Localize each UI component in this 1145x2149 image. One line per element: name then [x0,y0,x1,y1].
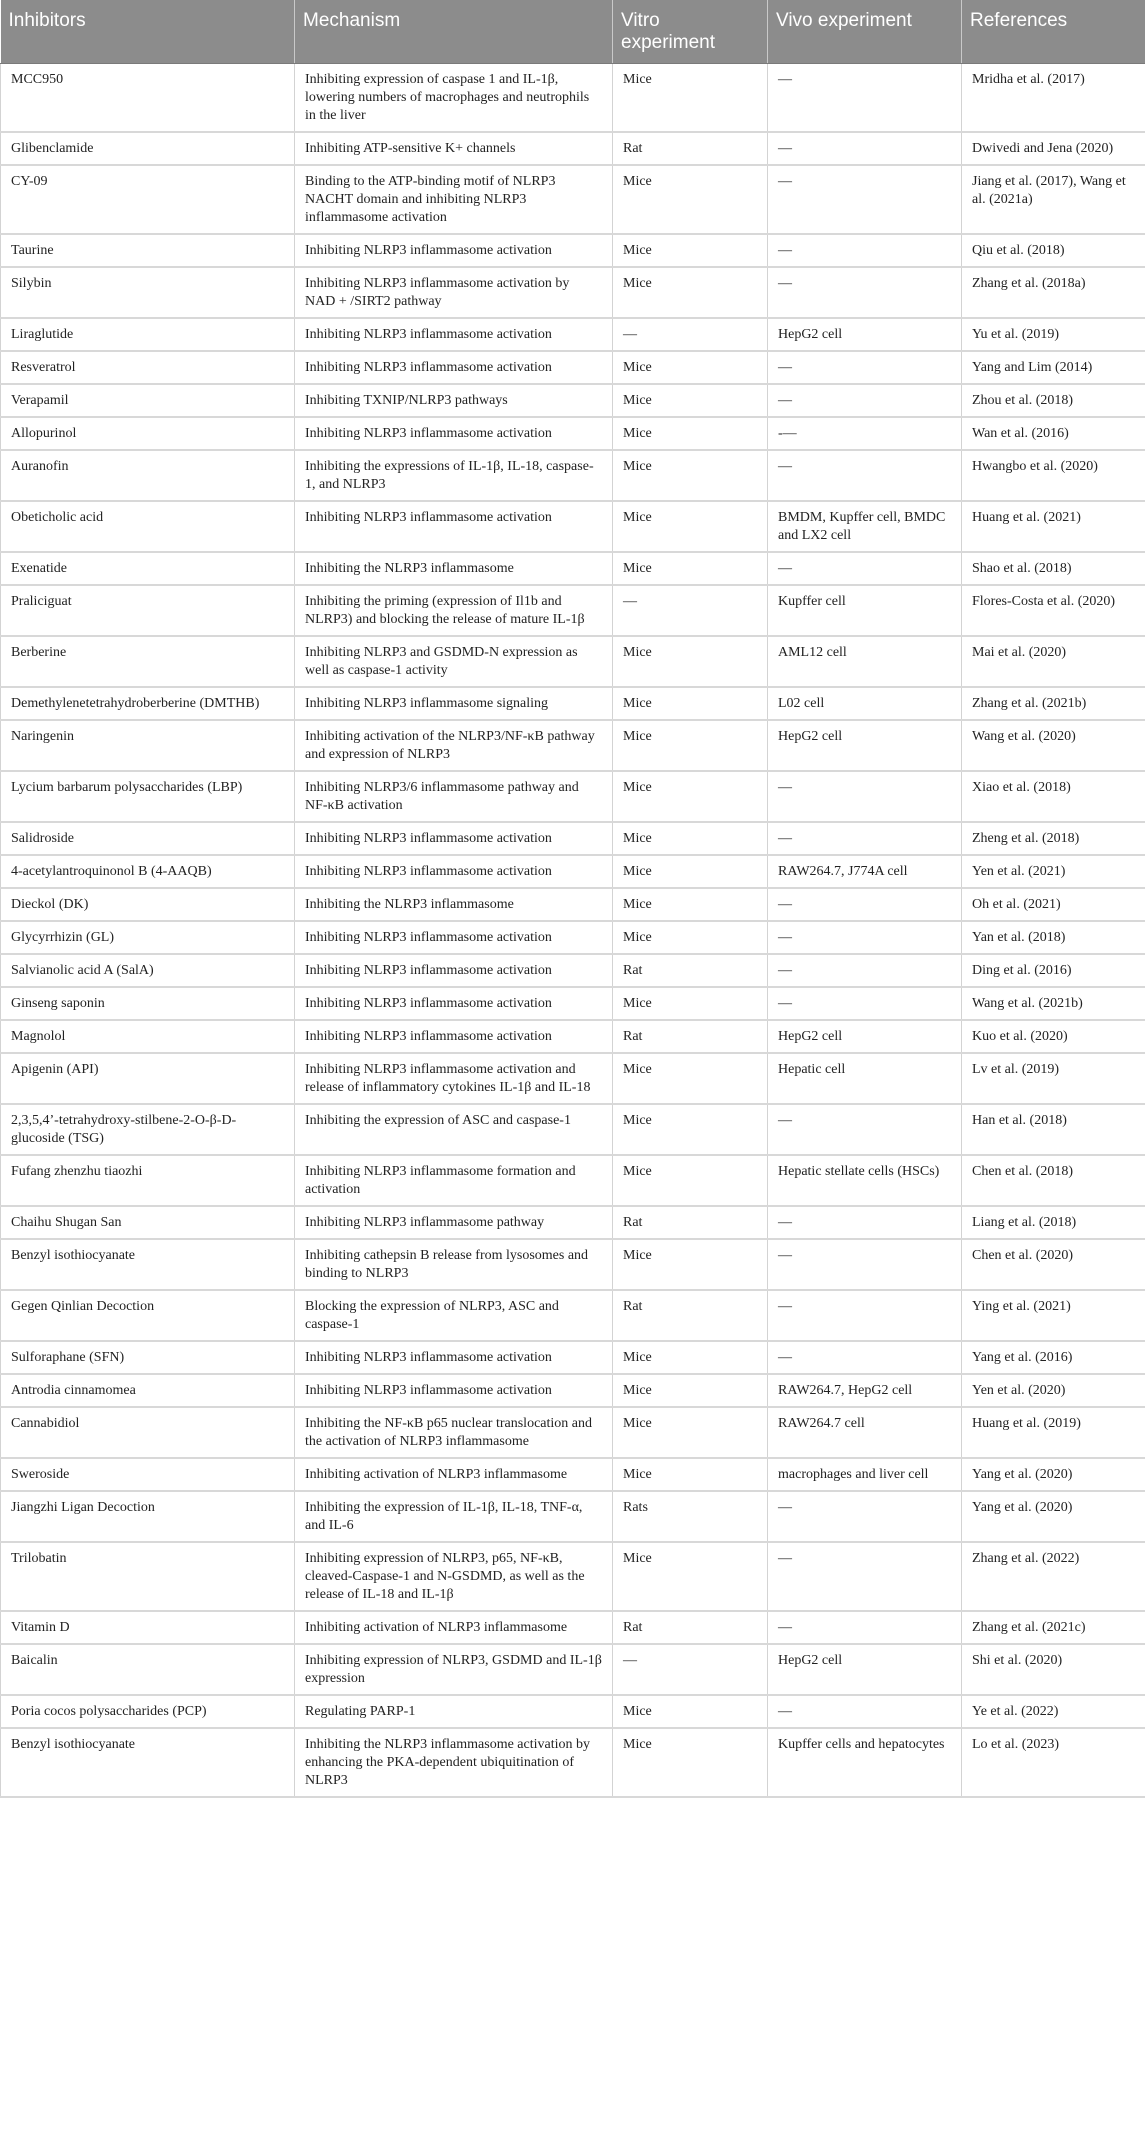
table-row [1,687,1145,720]
vitro-cell: Mice [613,450,768,501]
vivo-cell: BMDM, Kupffer cell, BMDC and LX2 cell [768,501,962,552]
vivo-cell: — [768,1542,962,1611]
vitro-cell: Mice [613,1341,768,1374]
table-row [1,1155,1145,1206]
reference-cell: Yang et al. (2016) [962,1341,1145,1374]
vivo-cell: — [768,351,962,384]
vitro-cell: Mice [613,501,768,552]
inhibitor-cell: Salvianolic acid A (SalA) [1,954,295,987]
inhibitor-cell: Magnolol [1,1020,295,1053]
mechanism-cell: Inhibiting NLRP3 inflammasome activation [295,1020,613,1053]
inhibitor-cell: Sweroside [1,1458,295,1491]
mechanism-cell: Inhibiting NLRP3 inflammasome activation [295,318,613,351]
inhibitor-cell: Silybin [1,267,295,318]
vitro-cell: Mice [613,855,768,888]
vivo-cell: — [768,921,962,954]
vivo-cell: — [768,1290,962,1341]
reference-cell: Zhang et al. (2021b) [962,687,1145,720]
table-row [1,501,1145,552]
mechanism-cell: Inhibiting NLRP3 inflammasome activation [295,351,613,384]
reference-cell: Qiu et al. (2018) [962,234,1145,267]
reference-cell: Zheng et al. (2018) [962,822,1145,855]
reference-cell: Ying et al. (2021) [962,1290,1145,1341]
vitro-cell: Mice [613,1155,768,1206]
mechanism-cell: Inhibiting NLRP3 inflammasome activation [295,822,613,855]
inhibitor-cell: CY-09 [1,165,295,234]
mechanism-cell: Inhibiting NLRP3/6 inflammasome pathway and NF-κB activation [295,771,613,822]
table-row [1,417,1145,450]
table-row [1,1104,1145,1155]
inhibitor-cell: MCC950 [1,64,295,133]
vitro-cell: Rat [613,1290,768,1341]
vitro-cell: Mice [613,1458,768,1491]
mechanism-cell: Inhibiting the expression of IL-1β, IL-18, TNF-α, and IL-6 [295,1491,613,1542]
vivo-cell: — [768,1239,962,1290]
inhibitor-cell: Liraglutide [1,318,295,351]
mechanism-cell: Inhibiting NLRP3 inflammasome activation [295,501,613,552]
vivo-cell: — [768,1206,962,1239]
inhibitor-cell: Berberine [1,636,295,687]
table-body [1,64,1145,1798]
vitro-cell: Rat [613,954,768,987]
vitro-cell: Mice [613,987,768,1020]
mechanism-cell: Inhibiting NLRP3 inflammasome activation [295,954,613,987]
table-row [1,1239,1145,1290]
vivo-cell: — [768,64,962,133]
mechanism-cell: Inhibiting NLRP3 and GSDMD-N expression as well as caspase-1 activity [295,636,613,687]
reference-cell: Ye et al. (2022) [962,1695,1145,1728]
vivo-cell: — [768,1611,962,1644]
table-row [1,771,1145,822]
table-row [1,1458,1145,1491]
inhibitor-cell: Ginseng saponin [1,987,295,1020]
vitro-cell: Mice [613,1053,768,1104]
table-header [1,0,1145,64]
vitro-cell: Rat [613,1611,768,1644]
vivo-cell: — [768,267,962,318]
inhibitor-cell: Jiangzhi Ligan Decoction [1,1491,295,1542]
reference-cell: Yang et al. (2020) [962,1491,1145,1542]
vitro-cell: Rat [613,132,768,165]
inhibitor-cell: Obeticholic acid [1,501,295,552]
table-row [1,855,1145,888]
reference-cell: Dwivedi and Jena (2020) [962,132,1145,165]
vivo-cell: — [768,234,962,267]
vitro-cell: Mice [613,822,768,855]
inhibitor-cell: Lycium barbarum polysaccharides (LBP) [1,771,295,822]
table-row [1,267,1145,318]
mechanism-cell: Inhibiting activation of the NLRP3/NF-κB pathway and expression of NLRP3 [295,720,613,771]
table-row [1,552,1145,585]
reference-cell: Kuo et al. (2020) [962,1020,1145,1053]
table-row [1,1290,1145,1341]
header-inhibitors: Inhibitors [1,0,295,64]
mechanism-cell: Inhibiting expression of NLRP3, GSDMD and IL-1β expression [295,1644,613,1695]
table-row [1,1206,1145,1239]
reference-cell: Chen et al. (2020) [962,1239,1145,1290]
table-row [1,64,1145,133]
vivo-cell: L02 cell [768,687,962,720]
table-row [1,987,1145,1020]
vivo-cell: macrophages and liver cell [768,1458,962,1491]
table-row [1,921,1145,954]
inhibitor-cell: 4-acetylantroquinonol B (4-AAQB) [1,855,295,888]
inhibitor-cell: 2,3,5,4’-tetrahydroxy-stilbene-2-O-β-D-glucoside (TSG) [1,1104,295,1155]
inhibitor-cell: Apigenin (API) [1,1053,295,1104]
inhibitor-cell: Allopurinol [1,417,295,450]
vitro-cell: — [613,585,768,636]
inhibitor-cell: Glycyrrhizin (GL) [1,921,295,954]
mechanism-cell: Inhibiting NLRP3 inflammasome activation [295,1374,613,1407]
table-row [1,384,1145,417]
vivo-cell: RAW264.7, HepG2 cell [768,1374,962,1407]
mechanism-cell: Inhibiting the priming (expression of Il1b and NLRP3) and blocking the release of mature IL-1β [295,585,613,636]
vitro-cell: Mice [613,771,768,822]
vitro-cell: Mice [613,64,768,133]
vivo-cell: — [768,954,962,987]
inhibitor-cell: Vitamin D [1,1611,295,1644]
reference-cell: Chen et al. (2018) [962,1155,1145,1206]
table-row [1,1542,1145,1611]
vitro-cell: Mice [613,267,768,318]
vivo-cell: RAW264.7, J774A cell [768,855,962,888]
mechanism-cell: Inhibiting ATP-sensitive K+ channels [295,132,613,165]
vitro-cell: Mice [613,687,768,720]
vitro-cell: — [613,318,768,351]
vivo-cell: — [768,1104,962,1155]
table-row [1,1053,1145,1104]
inhibitor-cell: Praliciguat [1,585,295,636]
mechanism-cell: Binding to the ATP-binding motif of NLRP3 NACHT domain and inhibiting NLRP3 inflammasome activation [295,165,613,234]
mechanism-cell: Inhibiting NLRP3 inflammasome activation [295,1341,613,1374]
reference-cell: Wang et al. (2020) [962,720,1145,771]
table-row [1,351,1145,384]
reference-cell: Flores-Costa et al. (2020) [962,585,1145,636]
vivo-cell: — [768,822,962,855]
inhibitor-cell: Fufang zhenzhu tiaozhi [1,1155,295,1206]
vivo-cell: — [768,552,962,585]
inhibitor-cell: Poria cocos polysaccharides (PCP) [1,1695,295,1728]
vitro-cell: Mice [613,1104,768,1155]
mechanism-cell: Inhibiting cathepsin B release from lysosomes and binding to NLRP3 [295,1239,613,1290]
reference-cell: Mai et al. (2020) [962,636,1145,687]
mechanism-cell: Inhibiting NLRP3 inflammasome activation by NAD + /SIRT2 pathway [295,267,613,318]
table-row [1,720,1145,771]
reference-cell: Wan et al. (2016) [962,417,1145,450]
reference-cell: Jiang et al. (2017), Wang et al. (2021a) [962,165,1145,234]
vivo-cell: — [768,888,962,921]
inhibitor-cell: Baicalin [1,1644,295,1695]
vivo-cell: — [768,165,962,234]
vivo-cell: — [768,771,962,822]
reference-cell: Yen et al. (2021) [962,855,1145,888]
table-row [1,318,1145,351]
vivo-cell: — [768,384,962,417]
vivo-cell: — [768,1341,962,1374]
inhibitor-cell: Trilobatin [1,1542,295,1611]
inhibitor-cell: Demethylenetetrahydroberberine (DMTHB) [1,687,295,720]
vitro-cell: Mice [613,417,768,450]
mechanism-cell: Inhibiting TXNIP/NLRP3 pathways [295,384,613,417]
reference-cell: Zhang et al. (2022) [962,1542,1145,1611]
inhibitor-cell: Verapamil [1,384,295,417]
table-row [1,1491,1145,1542]
mechanism-cell: Inhibiting the expressions of IL-1β, IL-18, caspase-1, and NLRP3 [295,450,613,501]
table-row [1,1341,1145,1374]
inhibitor-cell: Antrodia cinnamomea [1,1374,295,1407]
mechanism-cell: Inhibiting NLRP3 inflammasome activation [295,921,613,954]
table-row [1,822,1145,855]
mechanism-cell: Inhibiting NLRP3 inflammasome signaling [295,687,613,720]
inhibitor-cell: Auranofin [1,450,295,501]
mechanism-cell: Inhibiting NLRP3 inflammasome pathway [295,1206,613,1239]
vivo-cell: HepG2 cell [768,1020,962,1053]
inhibitor-cell: Exenatide [1,552,295,585]
table-row [1,636,1145,687]
mechanism-cell: Inhibiting NLRP3 inflammasome activation and release of inflammatory cytokines IL-1β and IL-18 [295,1053,613,1104]
reference-cell: Hwangbo et al. (2020) [962,450,1145,501]
vitro-cell: Mice [613,720,768,771]
header-vivo-experiment: Vivo experiment [768,0,962,64]
mechanism-cell: Inhibiting NLRP3 inflammasome activation [295,234,613,267]
table-row [1,1374,1145,1407]
mechanism-cell: Inhibiting the NF-κB p65 nuclear translocation and the activation of NLRP3 inflammasome [295,1407,613,1458]
reference-cell: Zhang et al. (2018a) [962,267,1145,318]
vivo-cell: — [768,1695,962,1728]
vitro-cell: — [613,1644,768,1695]
mechanism-cell: Inhibiting the NLRP3 inflammasome [295,552,613,585]
table-row [1,1644,1145,1695]
mechanism-cell: Blocking the expression of NLRP3, ASC and caspase-1 [295,1290,613,1341]
reference-cell: Oh et al. (2021) [962,888,1145,921]
vivo-cell: Hepatic cell [768,1053,962,1104]
mechanism-cell: Inhibiting NLRP3 inflammasome activation [295,855,613,888]
vitro-cell: Mice [613,888,768,921]
table-row [1,234,1145,267]
mechanism-cell: Inhibiting NLRP3 inflammasome activation [295,987,613,1020]
reference-cell: Yen et al. (2020) [962,1374,1145,1407]
vivo-cell: Hepatic stellate cells (HSCs) [768,1155,962,1206]
vivo-cell: HepG2 cell [768,1644,962,1695]
vitro-cell: Mice [613,165,768,234]
mechanism-cell: Inhibiting the expression of ASC and caspase-1 [295,1104,613,1155]
table-row [1,450,1145,501]
reference-cell: Ding et al. (2016) [962,954,1145,987]
vivo-cell: HepG2 cell [768,318,962,351]
inhibitor-cell: Benzyl isothiocyanate [1,1239,295,1290]
header-row [1,0,1145,64]
header-mechanism: Mechanism [295,0,613,64]
vitro-cell: Mice [613,1239,768,1290]
table-row [1,1611,1145,1644]
vitro-cell: Mice [613,1695,768,1728]
vivo-cell: HepG2 cell [768,720,962,771]
vivo-cell: — [768,987,962,1020]
vivo-cell: — [768,1491,962,1542]
vivo-cell: Kupffer cells and hepatocytes [768,1728,962,1797]
vitro-cell: Mice [613,636,768,687]
reference-cell: Yang and Lim (2014) [962,351,1145,384]
vitro-cell: Mice [613,1407,768,1458]
reference-cell: Xiao et al. (2018) [962,771,1145,822]
reference-cell: Lo et al. (2023) [962,1728,1145,1797]
mechanism-cell: Inhibiting the NLRP3 inflammasome activation by enhancing the PKA-dependent ubiquitination of NLRP3 [295,1728,613,1797]
table-row [1,585,1145,636]
table-row [1,132,1145,165]
reference-cell: Yang et al. (2020) [962,1458,1145,1491]
reference-cell: Han et al. (2018) [962,1104,1145,1155]
mechanism-cell: Inhibiting expression of caspase 1 and IL-1β, lowering numbers of macrophages and neutrophils in the liver [295,64,613,133]
reference-cell: Yan et al. (2018) [962,921,1145,954]
inhibitor-cell: Taurine [1,234,295,267]
table-row [1,1407,1145,1458]
table-row [1,888,1145,921]
reference-cell: Yu et al. (2019) [962,318,1145,351]
vitro-cell: Mice [613,1542,768,1611]
vitro-cell: Rats [613,1491,768,1542]
vitro-cell: Mice [613,921,768,954]
vitro-cell: Mice [613,1728,768,1797]
header-vitro-experiment: Vitro experiment [613,0,768,64]
reference-cell: Huang et al. (2021) [962,501,1145,552]
mechanism-cell: Inhibiting activation of NLRP3 inflammasome [295,1458,613,1491]
mechanism-cell: Regulating PARP-1 [295,1695,613,1728]
mechanism-cell: Inhibiting expression of NLRP3, p65, NF-κB, cleaved-Caspase-1 and N-GSDMD, as well as the release of IL-18 and IL-1β [295,1542,613,1611]
mechanism-cell: Inhibiting the NLRP3 inflammasome [295,888,613,921]
vitro-cell: Mice [613,552,768,585]
inhibitor-cell: Dieckol (DK) [1,888,295,921]
mechanism-cell: Inhibiting NLRP3 inflammasome formation and activation [295,1155,613,1206]
inhibitor-cell: Gegen Qinlian Decoction [1,1290,295,1341]
table-row [1,1020,1145,1053]
inhibitor-cell: Sulforaphane (SFN) [1,1341,295,1374]
vivo-cell: — [768,450,962,501]
header-references: References [962,0,1145,64]
vitro-cell: Rat [613,1206,768,1239]
reference-cell: Liang et al. (2018) [962,1206,1145,1239]
vitro-cell: Mice [613,351,768,384]
inhibitor-cell: Glibenclamide [1,132,295,165]
reference-cell: Shao et al. (2018) [962,552,1145,585]
reference-cell: Shi et al. (2020) [962,1644,1145,1695]
reference-cell: Zhou et al. (2018) [962,384,1145,417]
table-row [1,1728,1145,1797]
inhibitor-cell: Naringenin [1,720,295,771]
reference-cell: Zhang et al. (2021c) [962,1611,1145,1644]
inhibitor-cell: Benzyl isothiocyanate [1,1728,295,1797]
inhibitor-cell: Cannabidiol [1,1407,295,1458]
table-row [1,165,1145,234]
inhibitor-cell: Salidroside [1,822,295,855]
reference-cell: Mridha et al. (2017) [962,64,1145,133]
reference-cell: Huang et al. (2019) [962,1407,1145,1458]
vitro-cell: Mice [613,234,768,267]
vitro-cell: Mice [613,384,768,417]
vivo-cell: — [768,132,962,165]
vivo-cell: RAW264.7 cell [768,1407,962,1458]
table-row [1,954,1145,987]
vitro-cell: Mice [613,1374,768,1407]
reference-cell: Lv et al. (2019) [962,1053,1145,1104]
mechanism-cell: Inhibiting activation of NLRP3 inflammasome [295,1611,613,1644]
reference-cell: Wang et al. (2021b) [962,987,1145,1020]
vitro-cell: Rat [613,1020,768,1053]
vivo-cell: -— [768,417,962,450]
vivo-cell: AML12 cell [768,636,962,687]
table-row [1,1695,1145,1728]
inhibitor-cell: Resveratrol [1,351,295,384]
inhibitor-cell: Chaihu Shugan San [1,1206,295,1239]
vivo-cell: Kupffer cell [768,585,962,636]
mechanism-cell: Inhibiting NLRP3 inflammasome activation [295,417,613,450]
